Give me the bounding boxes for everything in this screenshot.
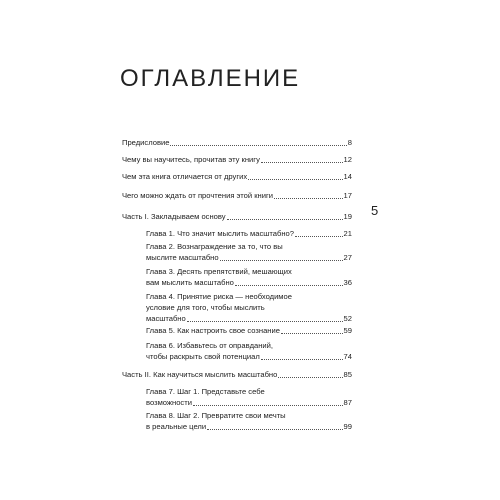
toc-entry-page: 27 — [343, 253, 352, 262]
dot-leader — [274, 198, 343, 199]
toc-entry-title: Часть I. Закладываем основу — [122, 212, 226, 221]
toc-entry-title: Предисловие — [122, 138, 170, 147]
toc-entry-page: 87 — [343, 398, 352, 407]
toc-entry-page: 21 — [343, 229, 352, 238]
toc-chapter-1[interactable] — [146, 228, 352, 239]
dot-leader — [235, 285, 343, 286]
toc-chapter-5[interactable] — [146, 325, 352, 336]
toc-chapter-2-title[interactable]: Глава 2. Вознаграждение за то, что вы — [146, 242, 283, 251]
toc-entry-title: Глава 1. Что значит мыслить масштабно? — [146, 229, 294, 238]
toc-chapter-6[interactable] — [146, 351, 352, 362]
dot-leader — [227, 219, 343, 220]
page-title: ОГЛАВЛЕНИЕ — [120, 65, 301, 92]
toc-entry-title: Чем эта книга отличается от других — [122, 172, 248, 181]
toc-entry-title-cont: масштабно — [146, 314, 186, 323]
toc-entry-title: Часть II. Как научиться мыслить масштабно — [122, 370, 278, 379]
dot-leader — [207, 429, 342, 430]
toc-entry-page: 12 — [343, 155, 352, 164]
toc-entry-title-cont: в реальные цели — [146, 422, 207, 431]
toc-part-1[interactable] — [122, 211, 352, 222]
toc-entry-page: 59 — [343, 326, 352, 335]
dot-leader — [170, 145, 346, 146]
dot-leader — [193, 405, 343, 406]
toc-chapter-7-title[interactable]: Глава 7. Шаг 1. Представьте себе — [146, 387, 265, 396]
toc-chapter-3-title[interactable]: Глава 3. Десять препятствий, мешающих — [146, 267, 292, 276]
toc-chapter-8[interactable] — [146, 421, 352, 432]
toc-chapter-6-title[interactable]: Глава 6. Избавьтесь от оправданий, — [146, 341, 274, 350]
toc-entry-preface[interactable] — [122, 137, 352, 148]
dot-leader — [187, 321, 343, 322]
toc-chapter-4-title[interactable]: Глава 4. Принятие риска — необходимое — [146, 292, 292, 301]
toc-chapter-7[interactable] — [146, 397, 352, 408]
toc-entry-page: 74 — [343, 352, 352, 361]
toc-entry-title-cont: мыслите масштабно — [146, 253, 219, 262]
toc-entry-title-cont: чтобы раскрыть свой потенциал — [146, 352, 260, 361]
toc-chapter-4-title-cont: условие для того, чтобы мыслить — [146, 303, 265, 312]
toc-entry-page: 19 — [343, 212, 352, 221]
toc-entry-title: Чего можно ждать от прочтения этой книги — [122, 191, 274, 200]
toc-chapter-3[interactable] — [146, 277, 352, 288]
toc-entry-page: 52 — [343, 314, 352, 323]
dot-leader — [248, 179, 342, 180]
toc-entry-page: 8 — [347, 138, 352, 147]
toc-entry-how-different[interactable] — [122, 171, 352, 182]
dot-leader — [261, 162, 343, 163]
toc-entry-what-you-learn[interactable] — [122, 154, 352, 165]
dot-leader — [295, 236, 343, 237]
toc-entry-title-cont: вам мыслить масштабно — [146, 278, 234, 287]
toc-entry-page: 17 — [343, 191, 352, 200]
toc-entry-what-to-expect[interactable] — [122, 190, 352, 201]
dot-leader — [220, 260, 343, 261]
dot-leader — [278, 377, 342, 378]
toc-chapter-2[interactable] — [146, 252, 352, 263]
toc-entry-title: Глава 5. Как настроить свое сознание — [146, 326, 280, 335]
toc-chapter-4[interactable] — [146, 313, 352, 324]
toc-part-2[interactable] — [122, 369, 352, 380]
toc-entry-page: 14 — [343, 172, 352, 181]
toc-entry-title-cont: возможности — [146, 398, 192, 407]
toc-entry-page: 36 — [343, 278, 352, 287]
toc-entry-page: 99 — [343, 422, 352, 431]
dot-leader — [281, 333, 343, 334]
toc-entry-page: 85 — [343, 370, 352, 379]
toc-chapter-8-title[interactable]: Глава 8. Шаг 2. Превратите свои мечты — [146, 411, 286, 420]
page-number: 5 — [371, 203, 379, 218]
dot-leader — [261, 359, 343, 360]
toc-entry-title: Чему вы научитесь, прочитав эту книгу — [122, 155, 260, 164]
